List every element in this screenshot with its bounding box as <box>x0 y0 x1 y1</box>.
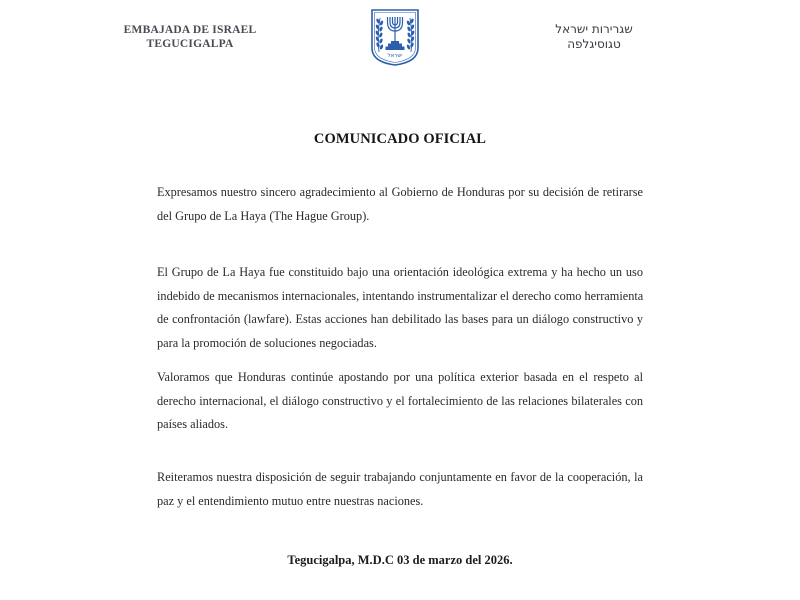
paragraph-2 <box>157 261 643 355</box>
paragraph-1 <box>157 181 643 228</box>
text-line: Valoramos que Honduras continúe apostando por una política exterior basada en el respeto al <box>157 370 643 384</box>
embassy-city-line: TEGUCIGALPA <box>146 38 234 50</box>
paragraph-3 <box>157 366 643 437</box>
text-line: Expresamos nuestro sincero agradecimiento al Gobierno de Honduras por su decisión de retirarse <box>157 185 643 199</box>
embassy-name-spanish <box>110 23 270 51</box>
text-line: para la promoción de soluciones negociadas. <box>157 335 377 350</box>
document-title: COMUNICADO OFICIAL <box>313 131 487 147</box>
text-line: paz y el entendimiento mutuo entre nuestras naciones. <box>157 493 424 508</box>
embassy-name-line: EMBAJADA DE ISRAEL <box>123 24 257 36</box>
text-line: países aliados. <box>157 417 229 431</box>
text-line: derecho internacional, el diálogo constructivo y el fortalecimiento de las relaciones bilaterales con <box>157 393 643 408</box>
paragraph-4 <box>157 466 643 513</box>
text-line: indebido de mecanismos internacionales, intentando instrumentalizar el derecho como herramienta <box>157 288 644 303</box>
text-line: del Grupo de La Haya (The Hague Group). <box>157 208 370 223</box>
text-line: Reiteramos nuestra disposición de seguir trabajando conjuntamente en favor de la cooperación, la <box>157 470 643 484</box>
embassy-name-hebrew <box>540 22 648 52</box>
embassy-city-line-hebrew: טגוסיגלפה <box>567 37 621 51</box>
embassy-name-line-hebrew: שגרירות ישראל <box>555 22 633 36</box>
emblem-of-israel-icon <box>370 8 420 66</box>
text-line: de confrontación (lawfare). Estas acciones han debilitado las bases para un diálogo constructivo y <box>157 312 643 326</box>
svg-text:ישראל: ישראל <box>387 53 403 59</box>
text-line: El Grupo de La Haya fue constituido bajo una orientación ideológica extrema y ha hecho un uso <box>157 265 643 279</box>
place-and-date: Tegucigalpa, M.D.C 03 de marzo del 2026. <box>287 553 513 567</box>
